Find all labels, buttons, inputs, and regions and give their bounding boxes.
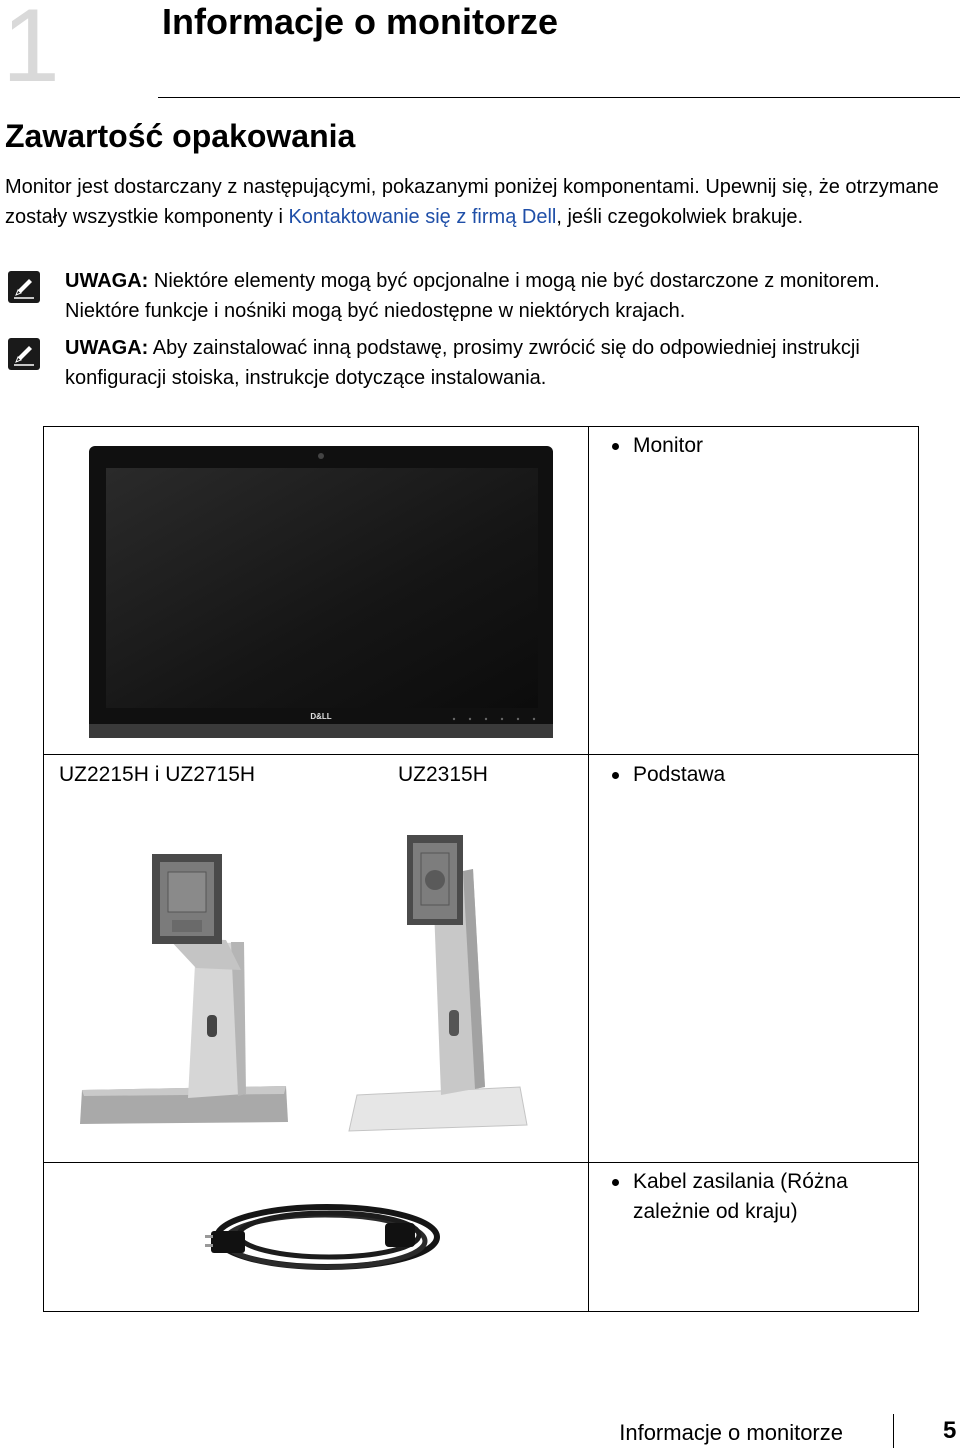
table-column-divider (588, 426, 589, 1312)
note-2-text (65, 333, 945, 393)
pencil-note-icon (8, 271, 40, 303)
table-row-divider (43, 1162, 919, 1163)
stand-item (612, 760, 912, 790)
bullet-icon (612, 443, 619, 450)
power-cable-image (205, 1195, 445, 1285)
intro-paragraph (5, 172, 955, 232)
pencil-note-icon (8, 338, 40, 370)
stand-variant-right-label: UZ2315H (398, 763, 488, 786)
chapter-number: 1 (2, 0, 60, 104)
intro-text-end: , jeśli czegokolwiek brakuje. (556, 206, 804, 228)
power-cable-label: Kabel zasilania (Różna zależnie od kraju) (633, 1170, 848, 1223)
monitor-image (86, 444, 556, 742)
footer-divider (893, 1414, 894, 1448)
monitor-item (612, 431, 912, 461)
table-row-divider (43, 754, 919, 755)
chapter-title: Informacje o monitorze (162, 1, 559, 42)
intro-text-start: Monitor jest dostarczany z następującymi, pokazanymi poniżej komponentami. Upewnij się, że otrzymane zostały wszystkie komponenty i (5, 176, 939, 228)
page-number: 5 (943, 1417, 957, 1444)
stand-image-left (76, 850, 296, 1130)
note-1-label: UWAGA: (65, 270, 149, 292)
stand-label: Podstawa (633, 763, 726, 786)
note-2-label: UWAGA: (65, 337, 149, 359)
note-1-text (65, 266, 945, 326)
contact-dell-link[interactable]: Kontaktowanie się z firmą Dell (288, 206, 557, 228)
monitor-label: Monitor (633, 434, 704, 457)
note-1-body: Niektóre elementy mogą być opcjonalne i mogą nie być dostarczone z monitorem. Niektóre funkcje i nośniki mogą być niedostępne w niektórych krajach. (65, 270, 880, 322)
footer-title: Informacje o monitorze (619, 1420, 843, 1445)
stand-variant-left-label: UZ2215H i UZ2715H (59, 763, 256, 786)
section-title: Zawartość opakowania (5, 118, 356, 154)
bullet-icon (612, 772, 619, 779)
power-cable-item (612, 1167, 892, 1227)
stand-image-right (345, 825, 530, 1140)
note-2-body: Aby zainstalować inną podstawę, prosimy zwrócić się do odpowiedniej instrukcji konfiguracji stoiska, instrukcje dotyczące instalowania. (65, 337, 860, 389)
chapter-rule (158, 97, 960, 98)
bullet-icon (612, 1179, 619, 1186)
monitor-brand-logo: D&LL (310, 712, 332, 721)
